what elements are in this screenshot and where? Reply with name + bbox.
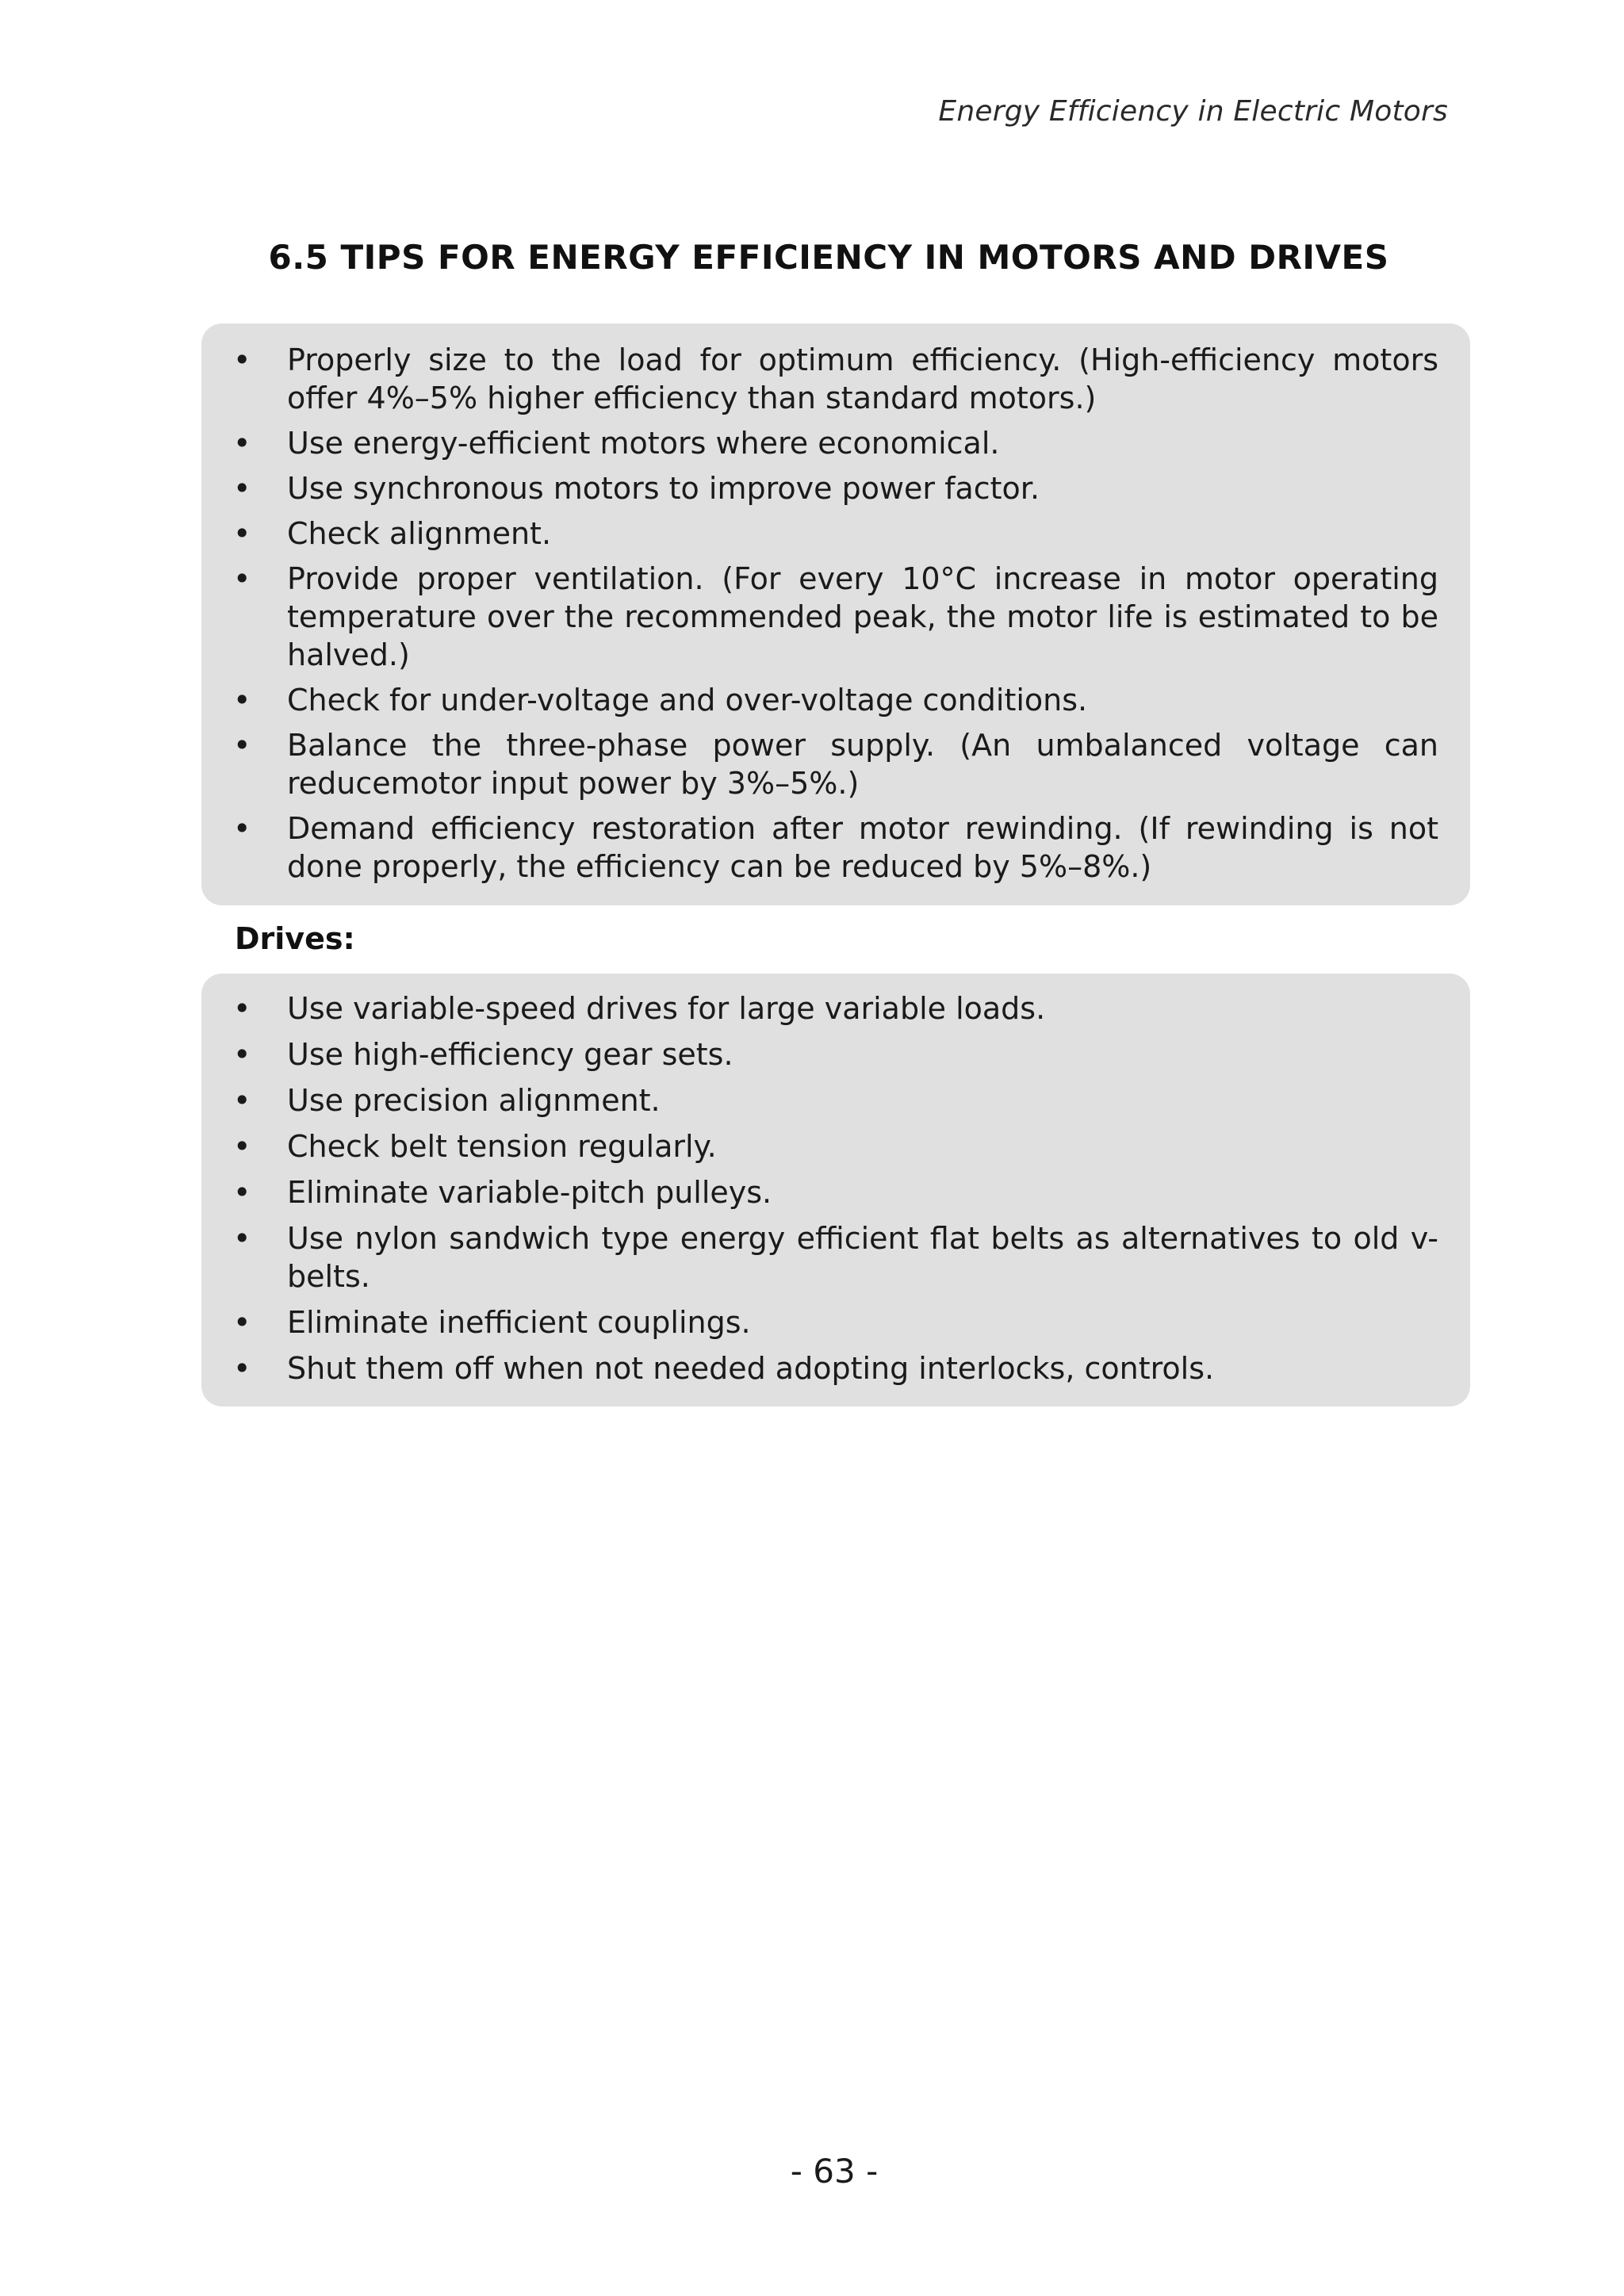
bullet-icon: •: [233, 1083, 251, 1118]
list-item-text: Eliminate inefficient couplings.: [287, 1305, 751, 1340]
list-item: [233, 809, 1438, 886]
list-item: [233, 1081, 1438, 1119]
list-item: [233, 1127, 1438, 1165]
bullet-icon: •: [233, 1221, 251, 1256]
list-item: [233, 424, 1438, 462]
list-item: [233, 989, 1438, 1027]
list-item: [233, 560, 1438, 674]
list-item-text: Eliminate variable-pitch pulleys.: [287, 1175, 772, 1210]
bullet-icon: •: [233, 561, 251, 596]
list-item: [233, 515, 1438, 553]
list-item-text: Provide proper ventilation. (For every 10°C increase in motor operating temperature over the recommended peak, the motor life is estimated to be halved.): [287, 561, 1438, 672]
list-item: [233, 1173, 1438, 1211]
bullet-icon: •: [233, 1305, 251, 1340]
bullet-icon: •: [233, 471, 251, 506]
bullet-icon: •: [233, 991, 251, 1026]
list-item: [233, 1349, 1438, 1387]
list-item: [233, 469, 1438, 507]
list-item-text: Use nylon sandwich type energy efficient flat belts as alternatives to old v-belts.: [287, 1221, 1438, 1294]
bullet-icon: •: [233, 1037, 251, 1072]
page-number: - 63 -: [790, 2152, 879, 2191]
list-item-text: Use high-efficiency gear sets.: [287, 1037, 733, 1072]
bullet-icon: •: [233, 1129, 251, 1164]
drives-tips-list: [233, 989, 1438, 1387]
list-item: [233, 341, 1438, 417]
list-item: [233, 726, 1438, 802]
list-item: [233, 1303, 1438, 1341]
bullet-icon: •: [233, 342, 251, 377]
bullet-icon: •: [233, 1351, 251, 1386]
drives-tips-box: [201, 974, 1470, 1406]
list-item-text: Use precision alignment.: [287, 1083, 661, 1118]
list-item: [233, 681, 1438, 719]
list-item-text: Use synchronous motors to improve power factor.: [287, 471, 1040, 506]
list-item-text: Balance the three-phase power supply. (An umbalanced voltage can reducemotor input power by 3%–5%.): [287, 728, 1438, 801]
list-item-text: Check belt tension regularly.: [287, 1129, 717, 1164]
list-item-text: Use variable-speed drives for large variable loads.: [287, 991, 1046, 1026]
list-item-text: Shut them off when not needed adopting interlocks, controls.: [287, 1351, 1215, 1386]
list-item-text: Use energy-efficient motors where economical.: [287, 426, 1000, 461]
motors-tips-box: [201, 323, 1470, 905]
drives-heading: Drives:: [235, 921, 355, 956]
section-title: 6.5 TIPS FOR ENERGY EFFICIENCY IN MOTORS AND DRIVES: [268, 238, 1389, 277]
bullet-icon: •: [233, 426, 251, 461]
list-item: [233, 1035, 1438, 1073]
motors-tips-list: [233, 341, 1438, 886]
bullet-icon: •: [233, 1175, 251, 1210]
list-item-text: Properly size to the load for optimum efficiency. (High-efficiency motors offer 4%–5% higher efficiency than standard motors.): [287, 342, 1438, 415]
bullet-icon: •: [233, 811, 251, 846]
running-header: Energy Efficiency in Electric Motors: [938, 95, 1448, 128]
bullet-icon: •: [233, 516, 251, 551]
list-item-text: Demand efficiency restoration after motor rewinding. (If rewinding is not done properly, the efficiency can be reduced by 5%–8%.): [287, 811, 1438, 884]
list-item-text: Check alignment.: [287, 516, 552, 551]
bullet-icon: •: [233, 728, 251, 763]
bullet-icon: •: [233, 683, 251, 718]
list-item-text: Check for under-voltage and over-voltage conditions.: [287, 683, 1088, 718]
list-item: [233, 1219, 1438, 1295]
